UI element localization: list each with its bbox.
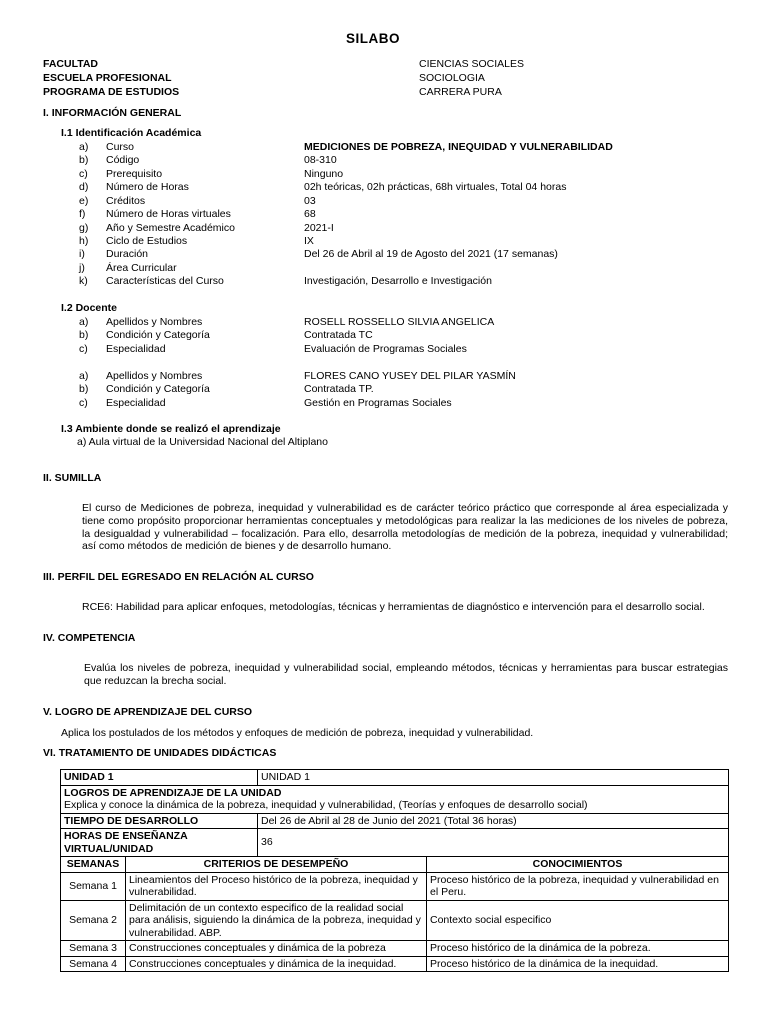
table-row [61,956,729,972]
item-letter: f) [79,208,86,220]
item-label: Año y Semestre Académico [106,222,235,234]
competencia-text: Evalúa los niveles de pobreza, inequidad y vulnerabilidad social, empleando métodos, técnicas y herramientas para buscar estrategias que reduzcan la brecha social. [84,662,728,687]
unidad-table [60,769,729,972]
horas-value: 36 [258,829,729,857]
tiempo-value: Del 26 de Abril al 28 de Junio del 2021 (Total 36 horas) [258,813,729,829]
conocimiento-cell: Proceso histórico de la dinámica de la pobreza. [427,941,729,957]
item-label: Número de Horas virtuales [106,208,231,220]
item-letter: c) [79,343,88,355]
semana-cell: Semana 4 [61,956,126,972]
item-value: Del 26 de Abril al 19 de Agosto del 2021 (17 semanas) [304,248,558,260]
section-5-heading: V. LOGRO DE APRENDIZAJE DEL CURSO [43,706,253,718]
conocimiento-cell: Contexto social especifico [427,900,729,941]
section-4-heading: IV. COMPETENCIA [43,632,136,644]
criterio-cell: Construcciones conceptuales y dinámica de la pobreza [126,941,427,957]
item-value: Ninguno [304,168,344,180]
conocimiento-cell: Proceso histórico de la dinámica de la inequidad. [427,956,729,972]
item-letter: i) [79,248,85,260]
item-label: Prerequisito [106,168,163,180]
semana-cell: Semana 1 [61,872,126,900]
section-2-heading: II. SUMILLA [43,472,102,484]
item-label: Número de Horas [106,181,189,193]
criterio-cell: Delimitación de un contexto especifico de la realidad social para análisis, siguiendo la dinámica de la pobreza, inequidad y vulnerabilidad. ABP. [126,900,427,941]
item-letter: b) [79,154,89,166]
section-1-heading: I. INFORMACIÓN GENERAL [43,107,182,119]
perfil-text: RCE6: Habilidad para aplicar enfoques, metodologías, técnicas y herramientas de diagnóstico e intervención para el desarrollo social. [82,601,705,613]
item-letter: b) [79,383,89,395]
sumilla-text: El curso de Mediciones de pobreza, inequidad y vulnerabilidad es de carácter teórico práctico que corresponde al área especializada y tiene como propósito proporcionar herramientas conceptuales y metodológicas para realizar la las mediciones de los niveles de pobreza, la desigualdad y vulnerabilidad – focalización. Para ello, desarrolla metodologías de medición de la pobreza, inequidad y vulnerabilidad; así como métodos de medición de bienes y de desarrollo humano. [82,502,728,553]
item-value: ROSELL ROSSELLO SILVIA ANGELICA [304,316,495,328]
item-letter: h) [79,235,89,247]
table-row [61,900,729,941]
col-header-conocimientos: CONOCIMIENTOS [427,857,729,873]
header-value-facultad: CIENCIAS SOCIALES [419,58,525,70]
item-label: Especialidad [106,397,166,409]
item-letter: j) [79,262,85,274]
item-letter: e) [79,195,89,207]
section-6-heading: VI. TRATAMIENTO DE UNIDADES DIDÁCTICAS [43,747,277,759]
item-label: Características del Curso [106,275,224,287]
document-title: SILABO [346,31,401,46]
table-row [61,872,729,900]
item-value: Investigación, Desarrollo e Investigación [304,275,492,287]
item-label: Créditos [106,195,146,207]
criterio-cell: Lineamientos del Proceso histórico de la pobreza, inequidad y vulnerabilidad. [126,872,427,900]
criterio-cell: Construcciones conceptuales y dinámica de la inequidad. [126,956,427,972]
item-label: Especialidad [106,343,166,355]
semana-cell: Semana 3 [61,941,126,957]
item-label: Apellidos y Nombres [106,370,203,382]
header-label-escuela: ESCUELA PROFESIONAL [43,72,172,84]
item-letter: c) [79,397,88,409]
item-letter: d) [79,181,89,193]
semana-cell: Semana 2 [61,900,126,941]
header-label-programa: PROGRAMA DE ESTUDIOS [43,86,180,98]
item-value: Gestión en Programas Sociales [304,397,452,409]
item-label: Apellidos y Nombres [106,316,203,328]
item-value-curso: MEDICIONES DE POBREZA, INEQUIDAD Y VULNERABILIDAD [304,141,613,153]
table-row [61,941,729,957]
header-value-escuela: SOCIOLOGIA [419,72,485,84]
col-header-criterios: CRITERIOS DE DESEMPEÑO [126,857,427,873]
item-letter: b) [79,329,89,341]
tiempo-label: TIEMPO DE DESARROLLO [61,813,258,829]
item-value: Contratada TP. [304,383,374,395]
item-letter: g) [79,222,89,234]
item-label: Duración [106,248,149,260]
subsection-1-1-heading: I.1 Identificación Académica [61,127,202,139]
item-label: Curso [106,141,135,153]
header-label-facultad: FACULTAD [43,58,99,70]
item-letter: a) [79,370,89,382]
logro-text: Aplica los postulados de los métodos y enfoques de medición de pobreza, inequidad y vulnerabilidad. [61,727,534,739]
item-value: IX [304,235,314,247]
item-letter: a) [79,316,89,328]
item-value: 03 [304,195,316,207]
logros-text: Explica y conoce la dinámica de la pobreza, inequidad y vulnerabilidad, (Teorías y enfoques de desarrollo social) [64,799,588,811]
item-label: Código [106,154,140,166]
item-value: Evaluación de Programas Sociales [304,343,467,355]
logros-label: LOGROS DE APRENDIZAJE DE LA UNIDAD [64,786,282,799]
item-label: Ciclo de Estudios [106,235,188,247]
item-label: Condición y Categoría [106,329,210,341]
item-value: 68 [304,208,316,220]
horas-label: HORAS DE ENSEÑANZA VIRTUAL/UNIDAD [61,829,258,857]
unit-label: UNIDAD 1 [61,770,258,786]
item-value: Contratada TC [304,329,373,341]
col-header-semanas: SEMANAS [61,857,126,873]
item-letter: a) [79,141,89,153]
item-value: 2021-I [304,222,334,234]
ambiente-text: a) Aula virtual de la Universidad Nacional del Altiplano [77,436,328,448]
unit-value: UNIDAD 1 [258,770,729,786]
header-value-programa: CARRERA PURA [419,86,502,98]
item-value: 02h teóricas, 02h prácticas, 68h virtuales, Total 04 horas [304,181,567,193]
item-letter: c) [79,168,88,180]
item-label: Área Curricular [106,262,177,274]
conocimiento-cell: Proceso histórico de la pobreza, inequidad y vulnerabilidad en el Peru. [427,872,729,900]
subsection-1-3-heading: I.3 Ambiente donde se realizó el aprendizaje [61,423,281,435]
section-3-heading: III. PERFIL DEL EGRESADO EN RELACIÓN AL CURSO [43,571,314,583]
item-letter: k) [79,275,88,287]
subsection-1-2-heading: I.2 Docente [61,302,118,314]
item-value: 08-310 [304,154,337,166]
item-value: FLORES CANO YUSEY DEL PILAR YASMÍN [304,370,516,382]
logros-cell [61,785,729,813]
item-label: Condición y Categoría [106,383,210,395]
